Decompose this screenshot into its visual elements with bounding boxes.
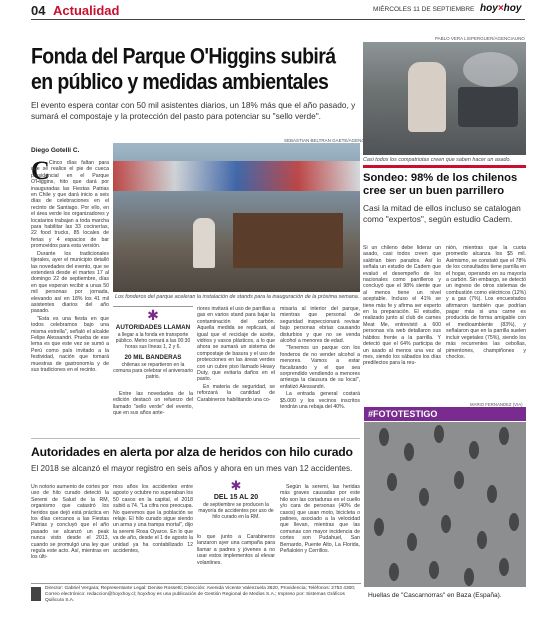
info-box xyxy=(113,306,193,389)
story2-headline: Autoridades en alerta por alza de heridos con hilo curado xyxy=(31,445,353,459)
photo-worker xyxy=(193,218,215,268)
main-col-3-text: misaría al interior del parque, mientras que personal de seguridad inspeccionará revisar bajo personas ebrias causando disturbios y que no se venda alcohol a menores de edad. xyxy=(280,306,360,345)
photo-smoke xyxy=(463,52,518,87)
footprints-pattern xyxy=(364,422,526,587)
footer-bar xyxy=(31,583,361,606)
info-box-text: a llegar a la fonda en transporte público. Metro cerrará a las 00:30 horas sus líneas 1, 2 y 6. xyxy=(115,332,191,350)
page-header xyxy=(0,0,550,20)
story2-col-4 xyxy=(280,484,360,555)
story2-col-2 xyxy=(113,484,193,555)
story2-box xyxy=(197,480,275,528)
headline-line-1: Fonda del Parque O'Higgins subirá xyxy=(31,44,336,70)
right-photo-credit: PABLO VERA LISPERGUER/AGENCIAUNO xyxy=(435,36,525,41)
sondeo-deck: Casi la mitad de ellos incluso se catalogan como "expertos", según estudio Cadem. xyxy=(363,203,521,224)
fototestigo-caption: Huellas de "Cascarnorras" en Baza (España). xyxy=(368,592,502,599)
main-headline xyxy=(31,44,361,95)
footer-text: Director: Gabriel Vergara; Representante Legal: Denise Rossetti; Dirección: Avenida Vicente Valenzuela 3620, Providencia; Teléfonos: 2753 4300; Correo electrónico: redaccion@hoyxhoy.cl; hoyxhoy es una publicación de Gestión Regional de Medios S.A.; Impreso por: Sistemas Gráficos Quilicura S.A. xyxy=(45,586,356,603)
section-label: Actualidad xyxy=(53,3,120,18)
story2-col-4-text: Según la seremi, las heridas más graves causadas por este hilo son las cortaduras en el cuello y/o cara de personas (40% de casos) que usan moto, bicicleta o patines, asociado a la velocidad que llevan, mientras que las comunas con mayor incidencia de cortes son Pudahuel, San Bernardo, Puente Alto, La Florida, Peñalolén y Cerrillos. xyxy=(280,484,360,555)
main-col-2-left xyxy=(113,391,193,418)
story2-asterisk-icon: ✱ xyxy=(230,478,242,493)
fototestigo-text: #FOTOTESTIGO xyxy=(368,409,438,419)
publication-logo: hoy×hoy xyxy=(480,3,522,14)
main-photo-caption: Los fonderos del parque aceleran la instalación de stands para la inauguración de la próxima semana. xyxy=(115,294,360,300)
story2-col-3 xyxy=(197,534,275,567)
asterisk-icon: ✱ xyxy=(147,307,159,323)
photo-grill xyxy=(458,87,518,127)
photo-stand xyxy=(233,213,343,268)
fototestigo-photo xyxy=(364,422,526,587)
main-photo-credit: SEBASTIAN BELTRAN GAETE/AGENCIAUNO xyxy=(284,138,379,143)
info-box-big: 20 MIL BANDERAS xyxy=(124,354,182,361)
main-col-3 xyxy=(280,306,360,412)
header-date: MIÉRCOLES 11 DE SEPTIEMBRE xyxy=(373,6,475,13)
story2-deck: El 2018 se alcanzó el mayor registro en seis años y ahora en un mes van 12 accidentes. xyxy=(31,464,353,473)
sondeo-headline: Sondeo: 98% de los chilenos cree ser un buen parrillero xyxy=(363,172,518,197)
logo-part-b: hoy xyxy=(503,3,522,14)
story2-col-3-text: lo que junto a Carabineros lanzaron ayer una campaña para llamar a padres y jóvenes a no usar estos implementos al elevar volantines. xyxy=(197,534,275,566)
main-col-1 xyxy=(31,156,109,374)
footer-logo-icon xyxy=(31,587,41,601)
main-col-2-text-b: En materia de seguridad, se reforzará la cantidad de Carabineros habilitando una co- xyxy=(197,383,275,403)
byline: Diego Gotelli C. xyxy=(31,147,80,154)
story2-box-text: de septiembre se producen la mayoría de accidentes por uso de hilo curado en la RM. xyxy=(198,502,274,520)
bbq-photo xyxy=(363,42,526,155)
info-box-title: AUTORIDADES LLAMAN xyxy=(115,324,191,331)
page-number: 04 xyxy=(31,3,46,18)
sondeo-topbar xyxy=(363,165,526,168)
fonda-photo xyxy=(113,143,360,292)
story2-box-big: DEL 15 AL 20 xyxy=(213,494,259,501)
main-col-1-para-3: "Esta es una fiesta en que todos celebramos bajo una misma estrella", señaló el alcalde Felipe Alessandri. Prueba de ese lema es que este vez se sumó a Perú como país invitado a la festividad, nación que tomará muestras de gastronomía y de sus tradiciones en el recinto. xyxy=(31,315,109,373)
main-col-1-para-1: Cinco días faltan para que se realice el pie de cueca presidencial en el Parque O'Higgins, hito que dará por inauguradas las Fiestas Patrias en Chile y que dará inicio a seis días de celebraciones en el recinto de Santiago. Por ello, en el área verde los organizadores y locatarios trabajan a toda marcha para habilitar las 33 cocinerías, 22 food trucks, 85 locales de ferias y 4 espacios de bar promovidos para esta versión. xyxy=(31,160,109,250)
story2-col-2-text: mos años los accidentes entre agosto y octubre no superaban los 50 casos en la capital, el 2018 subió a 74. "La cifra nos preocupa. No queremos que la población se relaje. El hilo curado sigue siendo un arma y una trampa mortal", dijo la seremi Rosa Oyarce. En lo que va de año, desde el 1 de agosto la unidad ya ha contabilizado 12 accidentes, xyxy=(113,484,193,555)
drop-cap: C xyxy=(31,156,50,185)
story2-rule xyxy=(31,438,360,439)
sondeo-col-1 xyxy=(363,245,441,368)
main-col-3-text-b: "Tenemos un parque con los fonderos de no vender alcohol a menores. Vamos a estar fiscalizando y el que sea sorprendido vendiendo a menores arriesga la clausura de su local", enfatizó Alessandri. xyxy=(280,345,360,390)
main-col-1-para-2: Durante los tradicionales tijerales, ayer el municipio detalló las novedades del evento, que se extenderá desde el martes 17 al domingo 22 de septiembre, días en que esperan recibir a unas 50 mil personas por jornada, elevando así en 18% los 41 mil asistentes diarios del año pasado. xyxy=(31,250,109,315)
headline-line-2: en público y medidas ambientales xyxy=(31,69,329,95)
photo-person xyxy=(408,62,446,132)
sondeo-col-2-text: nión, mientras que la cuota promedio alcanza los $5 mil. Asimismo, se constató que el 78% de los consultados tiene parrilla en el hogar, operando en su mayoría a carbón. Sin embargo, se detectó un ingreso de otros sistemas de combustión como eléctricos (12%) y a gas (7%). Los encuestados afirmaron también que podrían pagar más si una carne es producida de forma amigable con el medioambiente (83%), y señalaron que en la parrilla suelen incluir vegetales (75%), siendo los más recurrentes las cebollas, pimentones, champiñones y choclos. xyxy=(446,245,526,360)
story2-col-1 xyxy=(31,484,109,562)
sondeo-col-2 xyxy=(446,245,526,361)
right-photo-caption: Casi todos los compatriotas creen que saben hacer un asado. xyxy=(363,157,512,163)
sondeo-col-1-text: Si un chileno debe liderar un asado, casi todos creen que saldrían bien parados. Así lo señala un estudio de Cadem que evaluó el desempeño de los nacionales como parrilleros y concluyó que el 98% siente que al menos tiene un nivel aceptable. Incluso el 41% se tiene más fe y afirma ser experto en la preparación. El estudio, realizado junto al club de carnes Meat Me, entrevistó a 600 personas vía web detallaron sus hábitos frente a la parrilla. Y detectó que el 64% participa de un asado al menos una vez al mes, siendo los sábados los días predilectos para la reu- xyxy=(363,245,441,367)
story2-col-1-text: Un notorio aumento de cortes por uso de hilo curado detectó la Seremi de Salud de la RM, organismo que catastró los heridos que dejó está práctica en los días cercanos a las Fiestas Patrias y concluyó que el año pasado se alcanzó un peak nunca visto desde el 2013, cuando se promulgó una ley que regula este acto. Así, mientras en los últi- xyxy=(31,484,109,561)
header-rule xyxy=(31,19,525,20)
fototestigo-credit: MARIO FERNANDEZ (VIA) xyxy=(470,402,523,407)
main-col-2-text: riores invitará el uso de parrillas a gas en varios stand para bajar la contaminación del carbón. Aquella medida se replicará, al igual que el reciclaje de aceite, vidrios y vasos plásticos, a lo que ahora se sumará un sistema de compostaje de basura y el uso de protecciones en las áreas verdes con un cubre piso llamado Heavy Duty, que evitaría daños en el pasto. xyxy=(197,306,275,383)
photo-tent-roof xyxy=(113,161,360,191)
fototestigo-label xyxy=(364,407,526,421)
logo-part-a: hoy xyxy=(480,3,498,14)
main-col-2-left-text: Entre las novedades de la edición destacó un refuerzo del llamado "sello verde" del evento, que en sus años ante- xyxy=(113,391,193,417)
main-deck: El evento espera contar con 50 mil asistentes diarios, un 18% más que el año pasado, y sumará el compostaje y la protección del pasto para potenciar su "sello verde". xyxy=(31,100,356,121)
main-col-3-text-c: La entrada general costará $5.000 y los vecinos inscritos tendrán una rebaja del 40%. xyxy=(280,391,360,411)
info-box-text-2: chilenas se repartieron en la comuna para celebrar el aniversario patrio. xyxy=(113,362,193,380)
main-col-2 xyxy=(197,306,275,404)
